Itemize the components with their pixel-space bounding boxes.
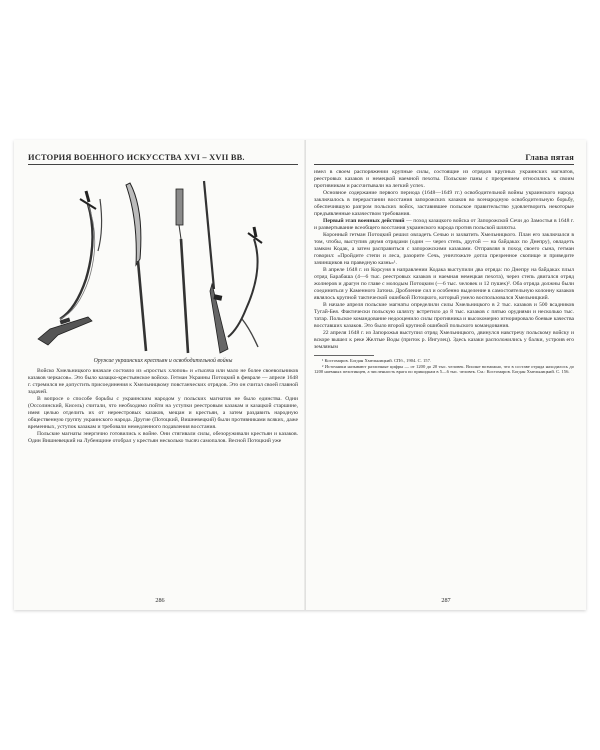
weapons-figure [28,169,298,355]
scythe-blade-icon [126,183,146,351]
left-page-number: 286 [155,597,165,604]
footnote-2: ² Источники называют различные цифры — от 1200 до 20 тыс. человек. Вполне возможно, что в составе отряда находилось до 1200 наемных пехотинцев, а численность врага по прикидкам в 5—6 тыс. человек. См.: Костомаров. Богдан Хмельницкий. С. 156. [314,363,574,375]
right-paragraph-5: В апреле 1648 г. из Корсуня в направлении Кодака выступили два отряда: по Днепру на байдаках плыл отряд Барабаша (4—6 тыс. реестровых казаков и наемная немецкая пехота), через степь двигался отряд жолнеров и драгун по главе с молодым Потоцким (—6 тыс. человек и 12 пушек)². Оба отряда должны были соединиться у Каменного Затона. Дробление сил и особенно выделение в самостоятельную колонну казаков являлось крупной тактической ошибкой Потоцкого, который умело воспользовался Хмельницкий. [314,267,574,301]
flail-icon [176,189,188,353]
left-paragraph-2: В вопросе о способе борьбы с украинским народом у польских магнатов не было единства. Одни (Оссолинский, Кисель) считали, что необходимо пойти на уступки реестровым казакам и казацкой старшине, имея целью отделить их от нереестровых казаков, мещан и крестьян, а затем раздавить народную общественную группу украинского народа. Другие (Потоцкий, Вишневецкий) были противниками всяких, даже временных, уступок казакам и требовали немедленного подавления восстания. [28,396,298,430]
right-paragraph-6: В начале апреля польские магнаты определили силы Хмельницкого в 2 тыс. казаков и 500 всадников Тугай-Бея. Фактически польскую шляхту встретило до 8 тыс. казаков с пятью орудиями и несколько тыс. татар. Польское командование недооценило силы противника и высокомерно игнорировало боевые качества восставших казаков. Это было второй крупной ошибкой польского командования. [314,302,574,329]
right-page [306,140,586,610]
right-paragraph-4: Коронный гетман Потоцкий решил овладеть Сечью и захватить Хмельницкого. План его заключался в том, чтобы, выступив двумя отрядами (один — через степь, другой — на байдаках по Днепру), овладеть замком Кодак, а затем расправиться с запорожскими казаками. Отправляя в поход своего сына, гетман говорил: «Пройдите степи и леса, разорите Сечь, уничтожьте дотла презренное скопище и приведите зачинщиков на праведную казнь»¹. [314,232,574,266]
right-paragraph-7: 22 апреля 1648 г. из Запорожья выступил отряд Хмельницкого, двинулся навстречу польскому войску и вскоре вышел к реке Желтые Воды (приток р. Ингулец). Здесь казаки расположились у балки, устроив его земляным [314,330,574,350]
sword-icon [228,227,262,347]
left-running-head [28,148,298,165]
right-running-head-title: Глава пятая [525,153,574,162]
right-running-head [314,148,574,165]
footnote-1: ¹ Костомаров. Богдан Хмельницкий. СПб., 1904. С. 157. [322,358,432,363]
right-page-number: 287 [441,597,451,604]
pistol-icon [38,317,92,345]
section-lead-bold: Первый этап военных действий [323,218,405,224]
right-paragraph-3: Первый этап военных действий — поход казацкого войска от Запорожской Сечи до Замостья в 1648 г. и развертывание всеобщего восстания украинского народа против польской шляхты. [314,218,574,231]
musket-icon [204,181,228,353]
sabre-icon [60,191,102,319]
footnote-rule [314,355,374,356]
right-paragraph-1: имел в своем распоряжении крупные силы, состоящие из отрядов крупных украинских магнатов, реестровых казаков и немецкой наемной пехоты. Польские паны с презрением относились к своим противникам и рассчитывали на легкий успех. [314,169,574,189]
left-paragraph-3: Польские магнаты энергично готовились к войне. Они стягивали силы, обезоруживали крестьян и казаков. Один Вишневецкий на Лубенщине отобрал у крестьян несколько тысяч самопалов. Весной Потоцкий уже [28,431,298,444]
left-paragraph-1: Войско Хмельницкого вначале состояло из «простых хлопов» и «тысяча или мало не более своевольников казаков черкасов». Это было казацко-крестьянское войско. Гетман Украины Потоцкий в феврале — апреле 1648 г. стремился не допустить присоединения к Хмельницкому повстанческих отрядов. Это он считал своей главной задачей. [28,368,298,395]
left-page [14,140,306,610]
weapons-illustration [28,169,298,355]
right-paragraph-2: Основное содержание первого периода (1648—1649 гг.) освободительной войны украинского народа заключалось в перерастании восстания запорожских казаков во всенародную освободительную борьбу, обеспечившую разгром польских войск, заставившее польское правительство удовлетворить некоторые предъявленные казачеством требования. [314,190,574,217]
book-spread [14,140,586,610]
figure-caption: Оружие украинских крестьян и освободительной войны [93,358,233,364]
left-running-head-title: ИСТОРИЯ ВОЕННОГО ИСКУССТВА XVI – XVII ВВ. [28,153,245,162]
